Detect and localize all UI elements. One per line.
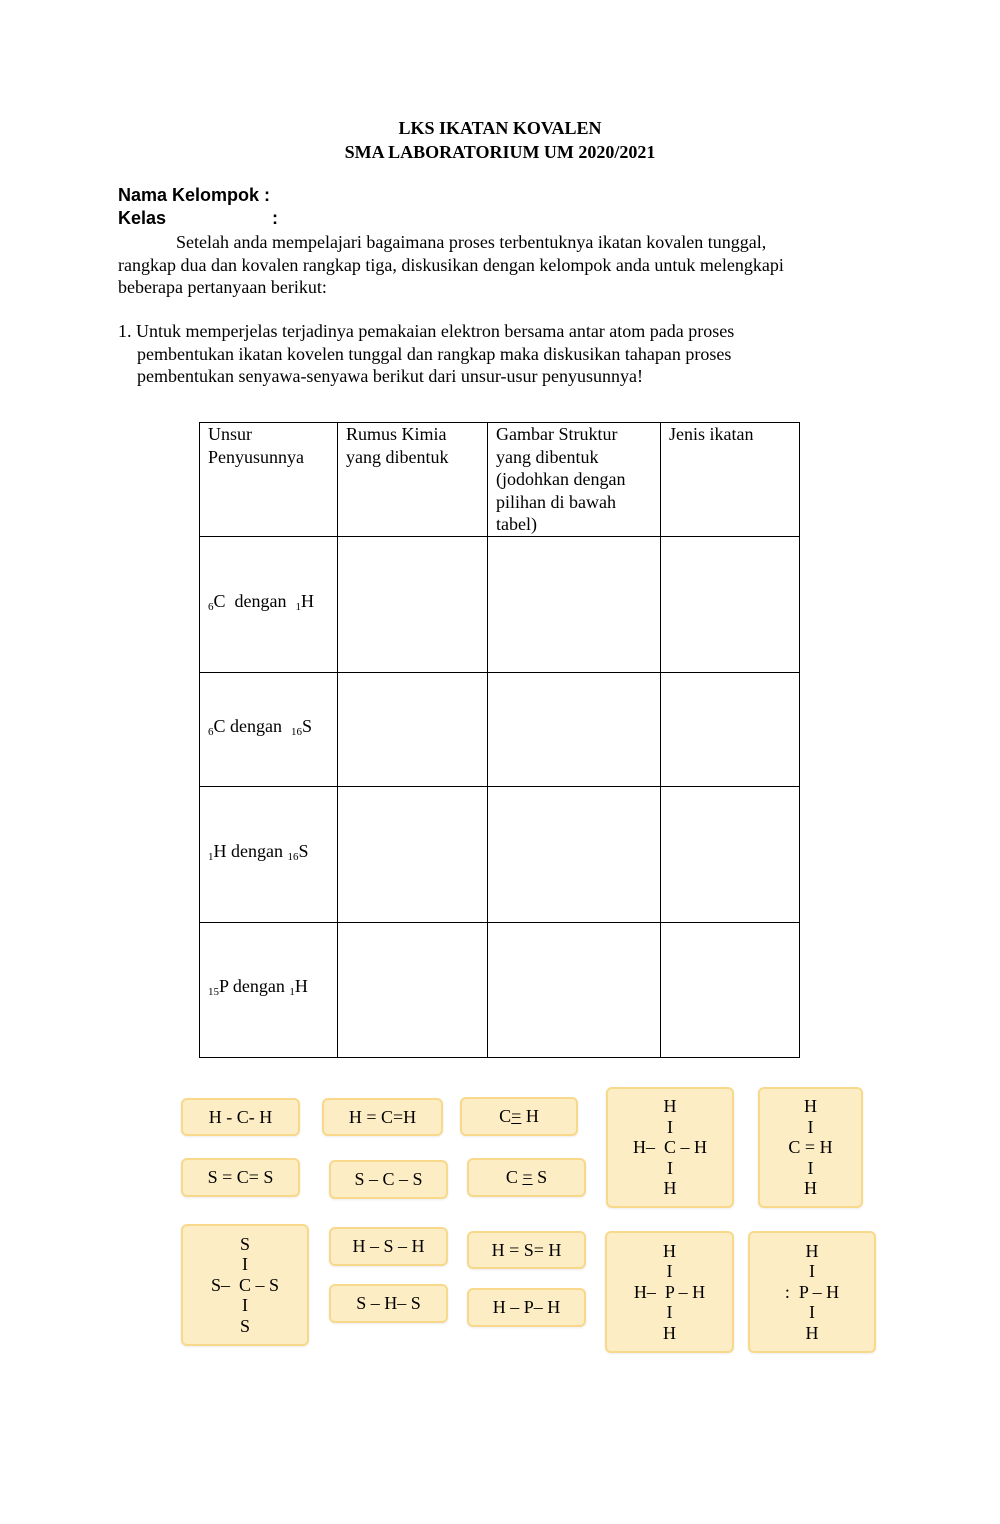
structure-line: H <box>663 1322 676 1343</box>
question-1 <box>118 320 878 388</box>
worksheet-table <box>199 422 800 1058</box>
structure-line: I <box>666 1302 673 1323</box>
element-symbol: H <box>213 840 227 861</box>
option-ph3-lone-pair-structure[interactable] <box>748 1231 876 1353</box>
structure-line: H <box>663 1096 677 1117</box>
elements-cell <box>200 922 338 1057</box>
option-label-part: C <box>499 1106 512 1126</box>
element-symbol: S <box>298 840 309 861</box>
table-row <box>200 672 800 786</box>
option-label: H – S – H <box>352 1236 425 1256</box>
structure-line: H <box>663 1178 677 1199</box>
structure-drop-cell[interactable] <box>488 922 661 1057</box>
structure-line: I <box>666 1261 673 1282</box>
question-line: pembentukan senyawa-senyawa berikut dari unsur-usur penyusunnya! <box>137 366 643 386</box>
structure-line: I <box>667 1116 673 1137</box>
intro-line: beberapa pertanyaan berikut: <box>118 277 327 297</box>
structure-line: H <box>805 1322 819 1343</box>
structure-line: H <box>804 1178 817 1199</box>
header-text: Jenis ikatan <box>669 424 754 444</box>
option-label <box>499 1106 539 1127</box>
intro-paragraph <box>118 231 878 299</box>
bond-type-drop-cell[interactable] <box>661 786 800 922</box>
header-text: (jodohkan dengan <box>496 469 626 489</box>
element-symbol: H <box>301 590 314 611</box>
option-label: H = C=H <box>348 1106 417 1127</box>
structure-line: S <box>239 1315 250 1336</box>
structure-line: H– P – H <box>633 1281 706 1302</box>
option-h-double-s-h[interactable] <box>467 1231 586 1269</box>
option-c-triple-s[interactable] <box>467 1158 586 1197</box>
option-label: S = C= S <box>207 1167 274 1187</box>
atomic-number: 15 <box>208 986 219 999</box>
header-text: tabel) <box>496 514 537 534</box>
question-line: pembentukan ikatan kovelen tunggal dan rangkap maka diskusikan tahapan proses <box>137 343 732 364</box>
option-c-triple-h[interactable] <box>460 1097 578 1136</box>
class-label: Kelas <box>118 208 167 228</box>
option-h-c-h[interactable] <box>181 1098 300 1136</box>
triple-bond-symbol: = <box>511 1106 522 1126</box>
option-h-p-h[interactable] <box>467 1288 586 1327</box>
structure-line: I <box>807 1116 814 1137</box>
table-row <box>200 536 800 672</box>
option-h-s-h[interactable] <box>329 1227 448 1266</box>
bond-type-drop-cell[interactable] <box>661 922 800 1057</box>
option-label: H - C- H <box>208 1106 273 1127</box>
option-label <box>506 1167 547 1188</box>
structure-line: I <box>809 1261 815 1282</box>
joiner-text: dengan <box>225 715 291 736</box>
header-text: pilihan di bawah <box>496 491 616 512</box>
atomic-number: 16 <box>287 850 299 863</box>
table-header-row <box>200 423 800 537</box>
structure-drop-cell[interactable] <box>488 672 661 786</box>
bond-type-drop-cell[interactable] <box>661 536 800 672</box>
question-line: 1. Untuk memperjelas terjadinya pemakaian elektron bersama antar atom pada proses <box>118 321 735 341</box>
option-ch4-structure[interactable] <box>606 1087 734 1208</box>
triple-bond-symbol: = <box>522 1167 533 1187</box>
element-symbol: P <box>219 976 229 997</box>
intro-line: Setelah anda mempelajari bagaimana proses terbentuknya ikatan kovalen tunggal, <box>176 232 767 252</box>
intro-line: rangkap dua dan kovalen rangkap tiga, diskusikan dengan kelompok anda untuk melengkapi <box>118 254 784 275</box>
option-h-double-c-h[interactable] <box>322 1098 443 1136</box>
option-label: S – C – S <box>354 1169 423 1189</box>
element-symbol: S <box>302 715 313 736</box>
worksheet-title: LKS IKATAN KOVALEN <box>398 118 602 138</box>
atomic-number: 1 <box>208 850 214 863</box>
structure-line: C = H <box>788 1137 833 1158</box>
header-text: yang dibentuk <box>496 446 599 467</box>
header-jenis-ikatan <box>661 423 800 537</box>
header-text: Rumus Kimia <box>346 424 447 444</box>
atomic-number: 1 <box>295 600 301 613</box>
elements-cell <box>200 672 338 786</box>
atomic-number: 6 <box>208 600 214 613</box>
structure-line: I <box>242 1254 248 1275</box>
structure-line: H <box>804 1096 817 1117</box>
structure-line: H– C – H <box>632 1137 707 1158</box>
structure-line: H <box>663 1240 676 1261</box>
atomic-number: 16 <box>291 725 302 738</box>
option-cs4-structure[interactable] <box>181 1224 309 1346</box>
structure-line: I <box>667 1157 673 1178</box>
formula-drop-cell[interactable] <box>338 922 488 1057</box>
option-ph4-structure[interactable] <box>605 1231 734 1353</box>
table-row <box>200 922 800 1057</box>
structure-line: H <box>805 1240 819 1261</box>
group-name-label: Nama Kelompok : <box>118 185 271 205</box>
header-gambar-struktur <box>488 423 661 537</box>
joiner-text: dengan <box>228 976 290 997</box>
option-s-double-c-s[interactable] <box>181 1158 300 1197</box>
header-text: Unsur <box>208 424 252 444</box>
element-symbol: H <box>294 976 308 997</box>
header-unsur <box>200 423 338 537</box>
option-label-part: S <box>532 1167 548 1187</box>
joiner-text: dengan <box>226 840 288 861</box>
element-symbol: C <box>213 590 226 611</box>
atomic-number: 6 <box>208 725 214 738</box>
table-row <box>200 786 800 922</box>
elements-cell <box>200 536 338 672</box>
structure-line: S <box>239 1233 250 1254</box>
formula-drop-cell[interactable] <box>338 786 488 922</box>
header-text: Gambar Struktur <box>496 424 618 444</box>
option-c-double-h-structure[interactable] <box>758 1087 863 1208</box>
bond-type-drop-cell[interactable] <box>661 672 800 786</box>
structure-drop-cell[interactable] <box>488 786 661 922</box>
option-label: H – P– H <box>492 1297 561 1317</box>
option-s-h-s[interactable] <box>329 1284 448 1323</box>
header-rumus-kimia <box>338 423 488 537</box>
structure-line: I <box>809 1302 815 1323</box>
header-text: Penyusunnya <box>208 446 304 467</box>
joiner-text: dengan <box>225 590 296 611</box>
formula-drop-cell[interactable] <box>338 536 488 672</box>
element-symbol: C <box>213 715 226 736</box>
elements-cell <box>200 786 338 922</box>
structure-drop-cell[interactable] <box>488 536 661 672</box>
structure-line: I <box>242 1295 248 1316</box>
structure-line: : P – H <box>784 1281 840 1302</box>
option-label-part: C <box>505 1167 523 1187</box>
option-s-c-s[interactable] <box>329 1160 448 1199</box>
class-colon: : <box>272 208 278 228</box>
option-label: S – H– S <box>356 1293 421 1313</box>
option-label: H = S= H <box>491 1239 562 1260</box>
formula-drop-cell[interactable] <box>338 672 488 786</box>
structure-line: I <box>807 1157 814 1178</box>
structure-line: S– C – S <box>210 1274 280 1295</box>
atomic-number: 1 <box>289 986 295 999</box>
header-text: yang dibentuk <box>346 446 449 467</box>
option-label-part: H <box>521 1106 539 1126</box>
school-title: SMA LABORATORIUM UM 2020/2021 <box>344 142 656 162</box>
